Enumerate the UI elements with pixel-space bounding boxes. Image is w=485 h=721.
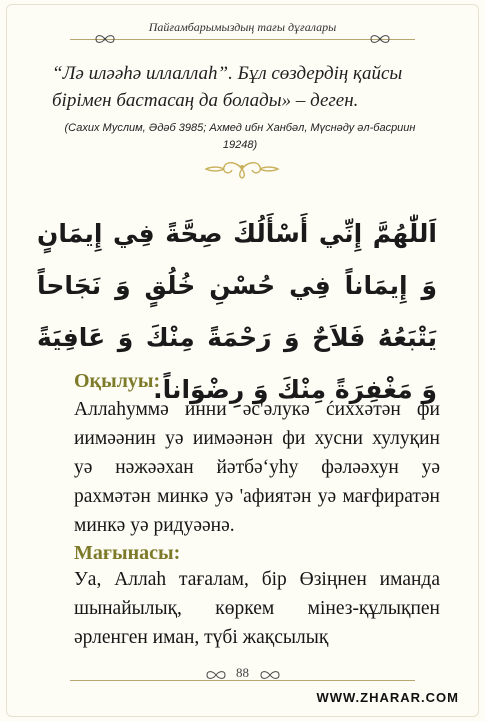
page-header	[30, 18, 455, 42]
header-ornament-left-icon	[94, 34, 116, 44]
meaning-translation: Уа, Аллаһ тағалам, бір Өзіңнен иманда шынайылық, көркем мінез-құлықпен әрленген иман, түбі жақсылық	[74, 569, 440, 648]
floral-divider-icon	[202, 158, 282, 180]
meaning-section-title: Мағынасы:	[74, 542, 181, 564]
header-rule	[70, 39, 415, 40]
footer-ornament-right-icon	[260, 670, 280, 680]
header-ornament-right-icon	[369, 34, 391, 44]
reading-section-title: Оқылуы:	[74, 370, 161, 392]
reading-transliteration: Аллаһуммә инни әс'әлукә ćиххәтән фи иимәәнин уә иимәәнән фи хусни хулуқин уә нәжәәхан йәтбә‘уһу фәләәхун уә рахмәтән минкә уә 'афиятән уә мағфиратән минкә уә ридуәәнә.	[74, 399, 440, 536]
arabic-dua-text: اَللّٰهُمَّ إِنِّي أَسْأَلُكَ صِحَّةً فِي إِيمَانٍ وَ إِيمَاناً فِي حُسْنِ خُلُقٍ وَ نَجَاحاً يَتْبَعُهُ فَلاَحٌ وَ رَحْمَةً مِنْكَ وَ عَافِيَةً وَ مَغْفِرَةً مِنْكَ وَ رِضْوَاناً.	[37, 219, 437, 404]
hadith-citation: (Сахих Муслим, Әдәб 3985; Ахмед ибн Ханбәл, Мүснәду әл-басриин 19248)	[64, 122, 416, 151]
hadith-quote: “Лә иләәһә иллаллаһ”. Бұл сөздердің қайсы бірімен бастасаң да болады» – деген.	[52, 63, 403, 111]
header-title: Пайғамбарымыздың тағы дұғалары	[148, 20, 337, 34]
page-number: 88	[236, 665, 249, 680]
site-watermark: WWW.ZHARAR.COM	[312, 688, 463, 707]
